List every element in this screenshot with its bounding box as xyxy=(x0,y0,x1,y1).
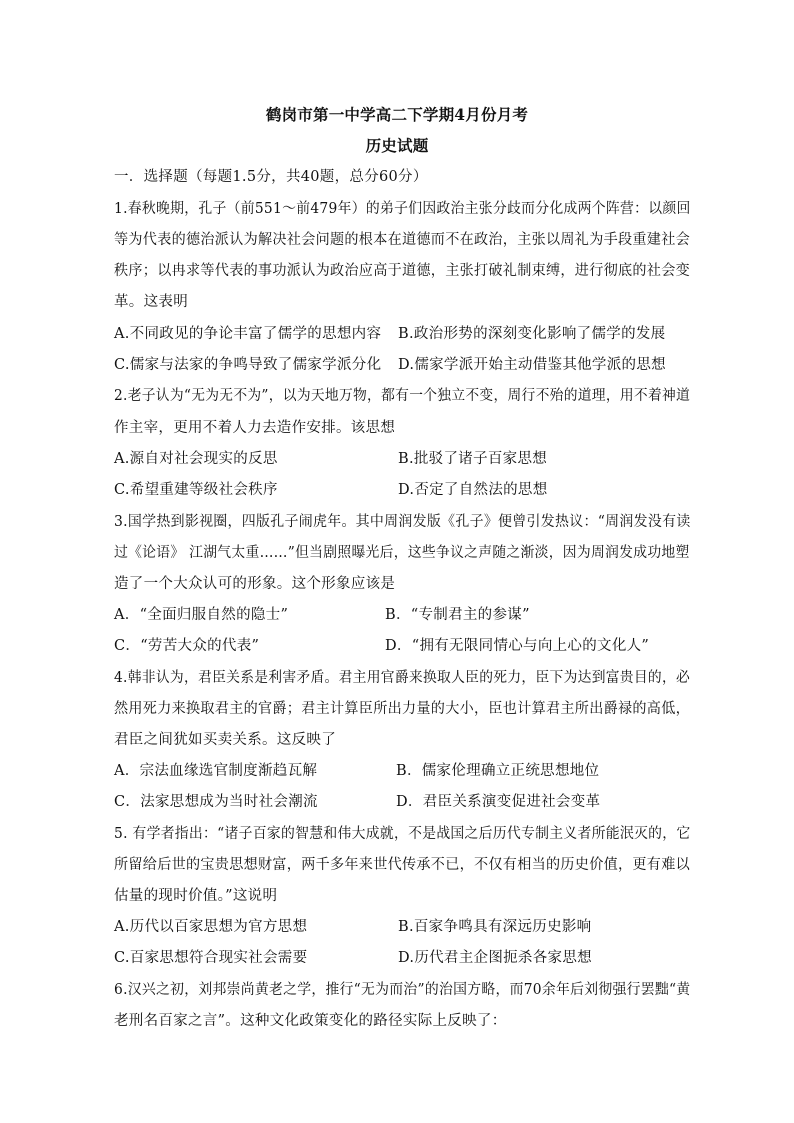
question-1-option-d: D.儒家学派开始主动借鉴其他学派的思想 xyxy=(398,357,666,373)
question-3-line-3: 造了一个大众认可的形象。这个形象应该是 xyxy=(114,576,396,592)
question-5-option-a: A.历代以百家思想为官方思想 xyxy=(114,919,308,935)
question-4-line-1: 4.韩非认为，君臣关系是利害矛盾。君主用官爵来换取人臣的死力，臣下为达到富贵目的，必 xyxy=(114,670,691,686)
question-5-line-3: 估量的现时价值。”这说明 xyxy=(114,888,278,904)
question-6-line-1: 6.汉兴之初，刘邦崇尚黄老之学，推行“无为而治”的治国方略，而70余年后刘彻强行罢黜“黄 xyxy=(114,982,691,998)
question-1-option-a: A.不同政见的争论丰富了儒学的思想内容 xyxy=(114,326,382,342)
question-5-option-b: B.百家争鸣具有深远历史影响 xyxy=(398,919,592,935)
question-5-option-c: C.百家思想符合现实社会需要 xyxy=(114,950,308,966)
question-3-line-1: 3.国学热到影视圈，四版孔子闹虎年。其中周润发版《孔子》便曾引发热议：“周润发没有读 xyxy=(114,514,691,530)
question-3-line-2: 过《论语》 江湖气太重……”但当剧照曝光后，这些争议之声随之渐淡，因为周润发成功地塑 xyxy=(114,545,690,561)
exam-subtitle: 历史试题 xyxy=(365,136,429,155)
question-1-option-b: B.政治形势的深刻变化影响了儒学的发展 xyxy=(398,326,666,342)
question-1-line-1: 1.春秋晚期，孔子（前551～前479年）的弟子们因政治主张分歧而分化成两个阵营：以颜回 xyxy=(114,201,691,217)
question-5-line-2: 所留给后世的宝贵思想财富，两千多年来世代传承不已，不仅有相当的历史价值，更有难以 xyxy=(114,857,691,873)
question-5-option-d: D.历代君主企图扼杀各家思想 xyxy=(398,950,592,966)
question-1-line-2: 等为代表的德治派认为解决社会问题的根本在道德而不在政治，主张以周礼为手段重建社会 xyxy=(114,232,691,248)
question-2-option-b: B.批驳了诸子百家思想 xyxy=(398,451,548,467)
question-4-option-b: B．儒家伦理确立正统思想地位 xyxy=(396,763,600,779)
question-5-line-1: 5. 有学者指出：“诸子百家的智慧和伟大成就，不是战国之后历代专制主义者所能泯灭的，它 xyxy=(114,826,691,842)
exam-title: 鹤岗市第一中学高二下学期4月份月考 xyxy=(265,105,529,124)
question-3-option-d: D．“拥有无限同情心与向上心的文化人” xyxy=(385,638,650,654)
question-6-line-2: 老刑名百家之言”。这种文化政策变化的路径实际上反映了： xyxy=(114,1013,507,1029)
question-4-option-d: D．君臣关系演变促进社会变革 xyxy=(396,794,601,810)
question-4-line-3: 君臣之间犹如买卖关系。这反映了 xyxy=(114,732,336,748)
question-4-option-c: C．法家思想成为当时社会潮流 xyxy=(114,794,318,810)
question-4-line-2: 然用死力来换取君主的官爵；君主计算臣所出力量的大小，臣也计算君主所出爵禄的高低， xyxy=(114,701,691,717)
question-2-option-a: A.源自对社会现实的反思 xyxy=(114,451,278,467)
question-1-line-3: 秩序；以冉求等代表的事功派认为政治应高于道德，主张打破礼制束缚，进行彻底的社会变 xyxy=(114,263,691,279)
question-3-option-a: A．“全面归服自然的隐士” xyxy=(114,607,289,623)
section-heading: 一．选择题（每题1.5分，共40题，总分60分） xyxy=(114,169,428,185)
question-2-line-2: 作主宰，更用不着人力去造作安排。该思想 xyxy=(114,420,396,436)
question-1-option-c: C.儒家与法家的争鸣导致了儒家学派分化 xyxy=(114,357,382,373)
question-3-option-b: B．“专制君主的参谋” xyxy=(385,607,530,623)
question-2-option-d: D.否定了自然法的思想 xyxy=(398,482,548,498)
question-3-option-c: C．“劳苦大众的代表” xyxy=(114,638,260,654)
question-1-line-4: 革。这表明 xyxy=(114,294,188,310)
question-4-option-a: A．宗法血缘选官制度渐趋瓦解 xyxy=(114,763,318,779)
question-2-line-1: 2.老子认为“无为无不为”，以为天地万物，都有一个独立不变，周行不殆的道理，用不着神道 xyxy=(114,388,691,404)
question-2-option-c: C.希望重建等级社会秩序 xyxy=(114,482,278,498)
